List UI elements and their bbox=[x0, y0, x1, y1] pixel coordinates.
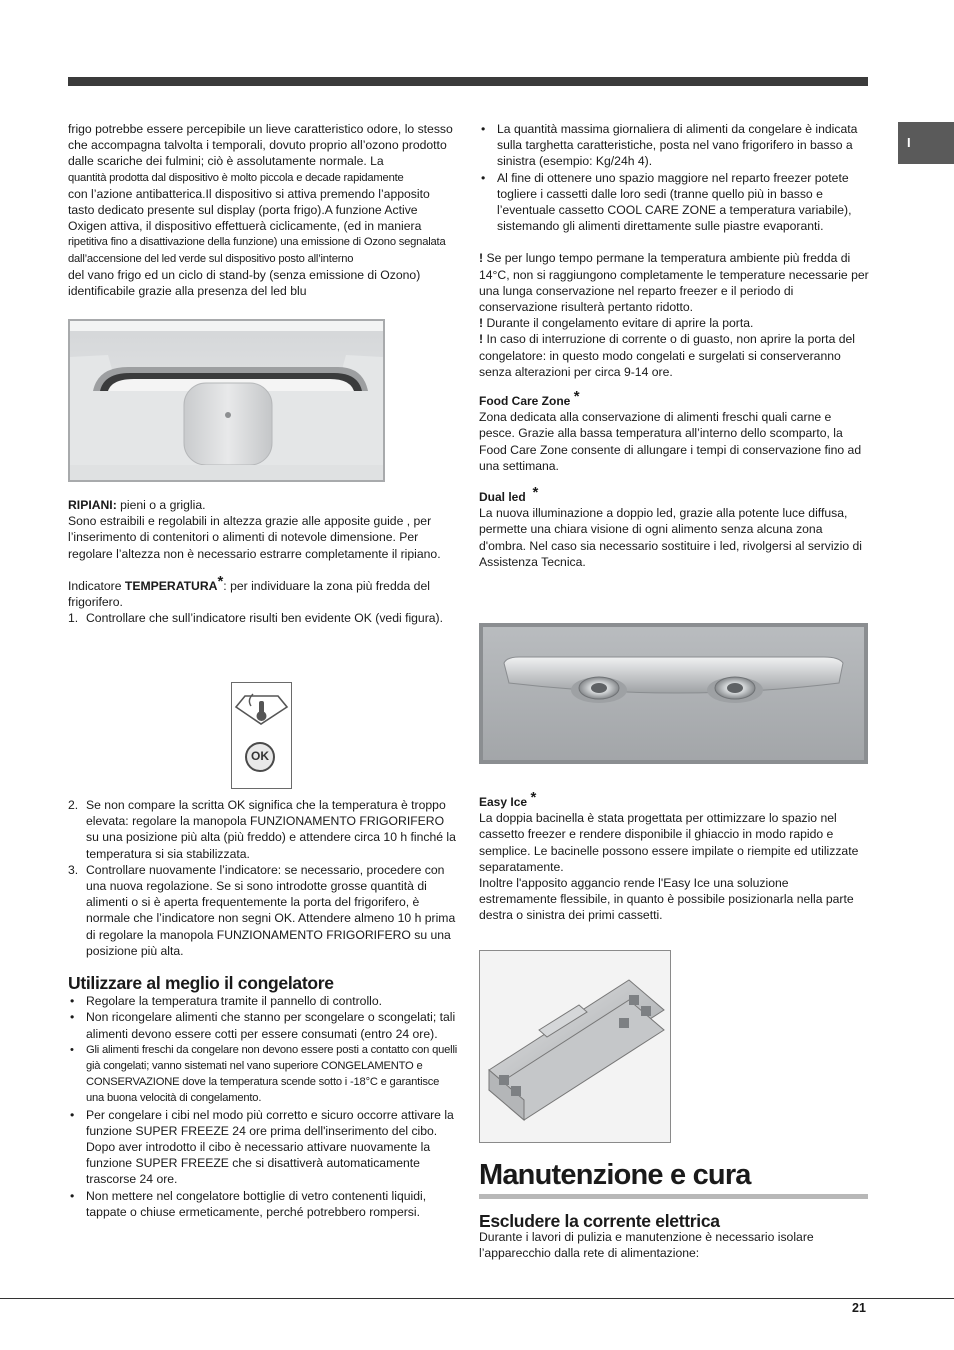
ripiani-section bbox=[68, 497, 458, 626]
dual-led-title: Dual led bbox=[479, 490, 526, 505]
steps-section-b bbox=[68, 797, 458, 959]
congelatore-item: • Non mettere nel congelatore bottiglie di vetro contenenti liquidi, tappate o chiuse ermeticamente, perché potrebbero rompersi. bbox=[68, 1188, 458, 1220]
indicatore-pre: Indicatore bbox=[68, 578, 125, 593]
warnings-block bbox=[479, 250, 869, 380]
step-number: 3. bbox=[68, 862, 79, 877]
step-item bbox=[68, 862, 458, 959]
indicatore-bold: TEMPERATURA bbox=[124, 578, 218, 593]
ripiani-text: pieni o a griglia. bbox=[116, 498, 206, 512]
dual-led-star: * bbox=[532, 484, 539, 502]
intro-line: frigo potrebbe essere percepibile un lieve caratteristico odore, lo stesso che accompagna talvolta i temporali, dovuto proprio all’ozono prodotto dalle scariche dei fulmini; ciò è assolutamente normale. La bbox=[68, 122, 453, 169]
congelatore-item: • Per congelare i cibi nel modo più corretto e sicuro occorre attivare la funzione SUPER FREEZE 24 ore prima dell'inserimento del cibo. Dopo aver introdotto il cibo è necessario attivare nuovamente la funzione SUPER FREEZE che si disattiverà automaticamente trascorse 24 ore. bbox=[68, 1107, 458, 1188]
indicatore-star: * bbox=[217, 572, 224, 590]
step-number: 2. bbox=[68, 798, 79, 812]
congelatore-item: • Gli alimenti freschi da congelare non devono essere posti a contatto con quelli già congelati; vanno sistemati nel vano superiore CONGELAMENTO e CONSERVAZIONE dove la temperatura scende sotto i -18°C e garantisce una buona velocità di congelamento. bbox=[68, 1042, 458, 1107]
congelatore-item: • Non ricongelare alimenti che stanno per scongelare o scongelati; tali alimenti devono essere cotti per essere consumati (entro 24 ore). bbox=[68, 1009, 458, 1041]
warning-text: In caso di interruzione di corrente o di guasto, non aprire la porta del congelatore: in questo modo congelati e surgelati si conserveranno senza alterazioni per circa 9-14 ore. bbox=[479, 332, 856, 379]
ripiani-label: RIPIANI: bbox=[68, 498, 117, 512]
warning-item bbox=[479, 250, 869, 315]
dual-led-text: La nuova illuminazione a doppio led, grazie alla potente luce diffusa, permette una chiara visione di ogni alimento senza alcuna zona d'ombra. Nel caso sia necessario sostituire i led, rivolgersi al servizio di Assistenza Tecnica. bbox=[479, 506, 863, 569]
ok-badge-label: OK bbox=[251, 749, 269, 763]
step-item bbox=[68, 610, 458, 626]
easy-ice-star: * bbox=[530, 789, 537, 806]
freezer-list bbox=[479, 121, 869, 234]
dual-led-image bbox=[479, 623, 868, 764]
warning-text: Se per lungo tempo permane la temperatura ambiente più fredda di 14°C, non si raggiungono completamente le temperature necessarie per una lunga conservazione nel reparto freezer e il periodo di conservazione risulterà pertanto ridotto. bbox=[479, 251, 869, 315]
easy-ice-image bbox=[479, 950, 671, 1143]
title-underline bbox=[479, 1194, 868, 1199]
ripiani-body: Sono estraibili e regolabili in altezza grazie alle apposite guide , per l’inserimento di contenitori o alimenti di notevole dimensione. Per regolare l’altezza non è necessario estrarre completamente il ripiano. bbox=[68, 514, 441, 561]
intro-line: ripetitiva fino a disattivazione della funzione) una emissione di Ozono segnalata dall’accensione del led verde sul dispositivo posto all’interno bbox=[68, 236, 446, 265]
warning-mark-icon: ! bbox=[479, 251, 484, 266]
food-care-title: Food Care Zone bbox=[479, 394, 571, 409]
freezer-item: • La quantità massima giornaliera di alimenti da congelare è indicata sulla targhetta caratteristiche, posta nel vano frigorifero in basso a sinistra (esempio: Kg/24h 4). bbox=[479, 121, 869, 170]
steps-list-b bbox=[68, 797, 458, 959]
congelatore-title: Utilizzare al meglio il congelatore bbox=[68, 973, 334, 993]
step-text: Se non compare la scritta OK significa che la temperatura è troppo elevata: regolare la manopola FUNZIONAMENTO FRIGORIFERO su una posizione più alta (più freddo) e attendere circa 10 h finché la temperatura si sia stabilizzata. bbox=[86, 798, 456, 861]
step-text: Controllare nuovamente l’indicatore: se necessario, procedere con una nuova regolazione. Se si sono introdotte grosse quantità di alimenti o si è aperta frequentemente la porta del frigorifero, è normale che l’indicatore non segni OK. Attendere almeno 10 h prima di regolare la manopola FUNZIONAMENTO FRIGORIFERO su una posizione più alta. bbox=[86, 862, 456, 958]
intro-line: quantità prodotta dal dispositivo è molto piccola e decade rapidamente bbox=[68, 171, 404, 184]
warning-mark-icon: ! bbox=[479, 316, 484, 331]
easy-ice-text: La doppia bacinella è stata progettata per ottimizzare lo spazio nel cassetto freezer e rendere disponibile il ghiaccio in modo rapido e semplice. Le bacinelle possono essere impilate o riempite ed utilizzate separatamente. bbox=[479, 811, 859, 874]
easy-ice-text-2: Inoltre l'apposito aggancio rende l'Easy Ice una soluzione estremamente flessibile, in quanto è possibile posizionarla nella parte destra o sinistra dei primi cassetti. bbox=[479, 876, 854, 923]
step-text: Controllare che sull’indicatore risulti ben evidente OK (vedi figura). bbox=[86, 611, 443, 626]
footer-rule bbox=[0, 1298, 954, 1299]
easy-ice-section bbox=[479, 789, 869, 924]
food-care-text: Zona dedicata alla conservazione di alimenti freschi quali carne e pesce. Grazie alla bassa temperatura all’interno dello scomparto, la Food Care Zone consente di allungare i tempi di conservazione fino ad una settimana. bbox=[479, 410, 862, 473]
ok-badge-icon bbox=[245, 742, 275, 772]
congelatore-section bbox=[68, 975, 458, 1220]
header-rule bbox=[68, 77, 868, 86]
page-number: 21 bbox=[852, 1301, 866, 1315]
indicatore-post: : per individuare la zona più fredda del frigorifero. bbox=[68, 578, 430, 610]
food-care-star: * bbox=[573, 388, 580, 406]
ozone-device-image bbox=[68, 319, 385, 482]
step-number: 1. bbox=[68, 611, 79, 626]
easy-ice-title: Easy Ice bbox=[479, 795, 528, 809]
steps-list-a bbox=[68, 610, 458, 626]
step-item bbox=[68, 797, 458, 862]
warning-item bbox=[479, 331, 869, 380]
corrente-title: Escludere la corrente elettrica bbox=[479, 1211, 720, 1231]
congelatore-list bbox=[68, 993, 458, 1220]
congelatore-item: • Regolare la temperatura tramite il pannello di controllo. bbox=[68, 993, 458, 1009]
manutenzione-title: Manutenzione e cura bbox=[479, 1159, 751, 1191]
warning-item bbox=[479, 315, 869, 331]
temperature-indicator-image bbox=[231, 682, 292, 789]
intro-paragraph bbox=[68, 121, 458, 299]
manutenzione-section bbox=[479, 1158, 869, 1262]
intro-line: del vano frigo ed un ciclo di stand-by (senza emissione di Ozono) identificabile grazie alla presenza del led blu bbox=[68, 267, 421, 299]
corrente-text: Durante i lavori di pulizia e manutenzione è necessario isolare l’apparecchio dalla rete di alimentazione: bbox=[479, 1230, 814, 1261]
warning-text: Durante il congelamento evitare di aprire la porta. bbox=[483, 316, 754, 331]
language-tab-label: I bbox=[907, 135, 911, 150]
freezer-item: • Al fine di ottenere uno spazio maggiore nel reparto freezer potete togliere i cassetti dalle loro sedi (tranne quello più in basso e l’eventuale cassetto COOL CARE ZONE a temperatura variabile), sistemando gli alimenti direttamente sulle piastre evaporanti. bbox=[479, 170, 869, 235]
freezer-section bbox=[479, 121, 869, 570]
intro-line: con l’azione antibatterica.Il dispositivo si attiva premendo l’apposito tasto dedicato presente sul display (porta frigo).A funzione Active Oxigen attiva, il dispositivo effettuerà ciclicamente, (ed in maniera bbox=[68, 186, 430, 234]
warning-mark-icon: ! bbox=[479, 332, 484, 347]
language-tab bbox=[898, 122, 954, 164]
